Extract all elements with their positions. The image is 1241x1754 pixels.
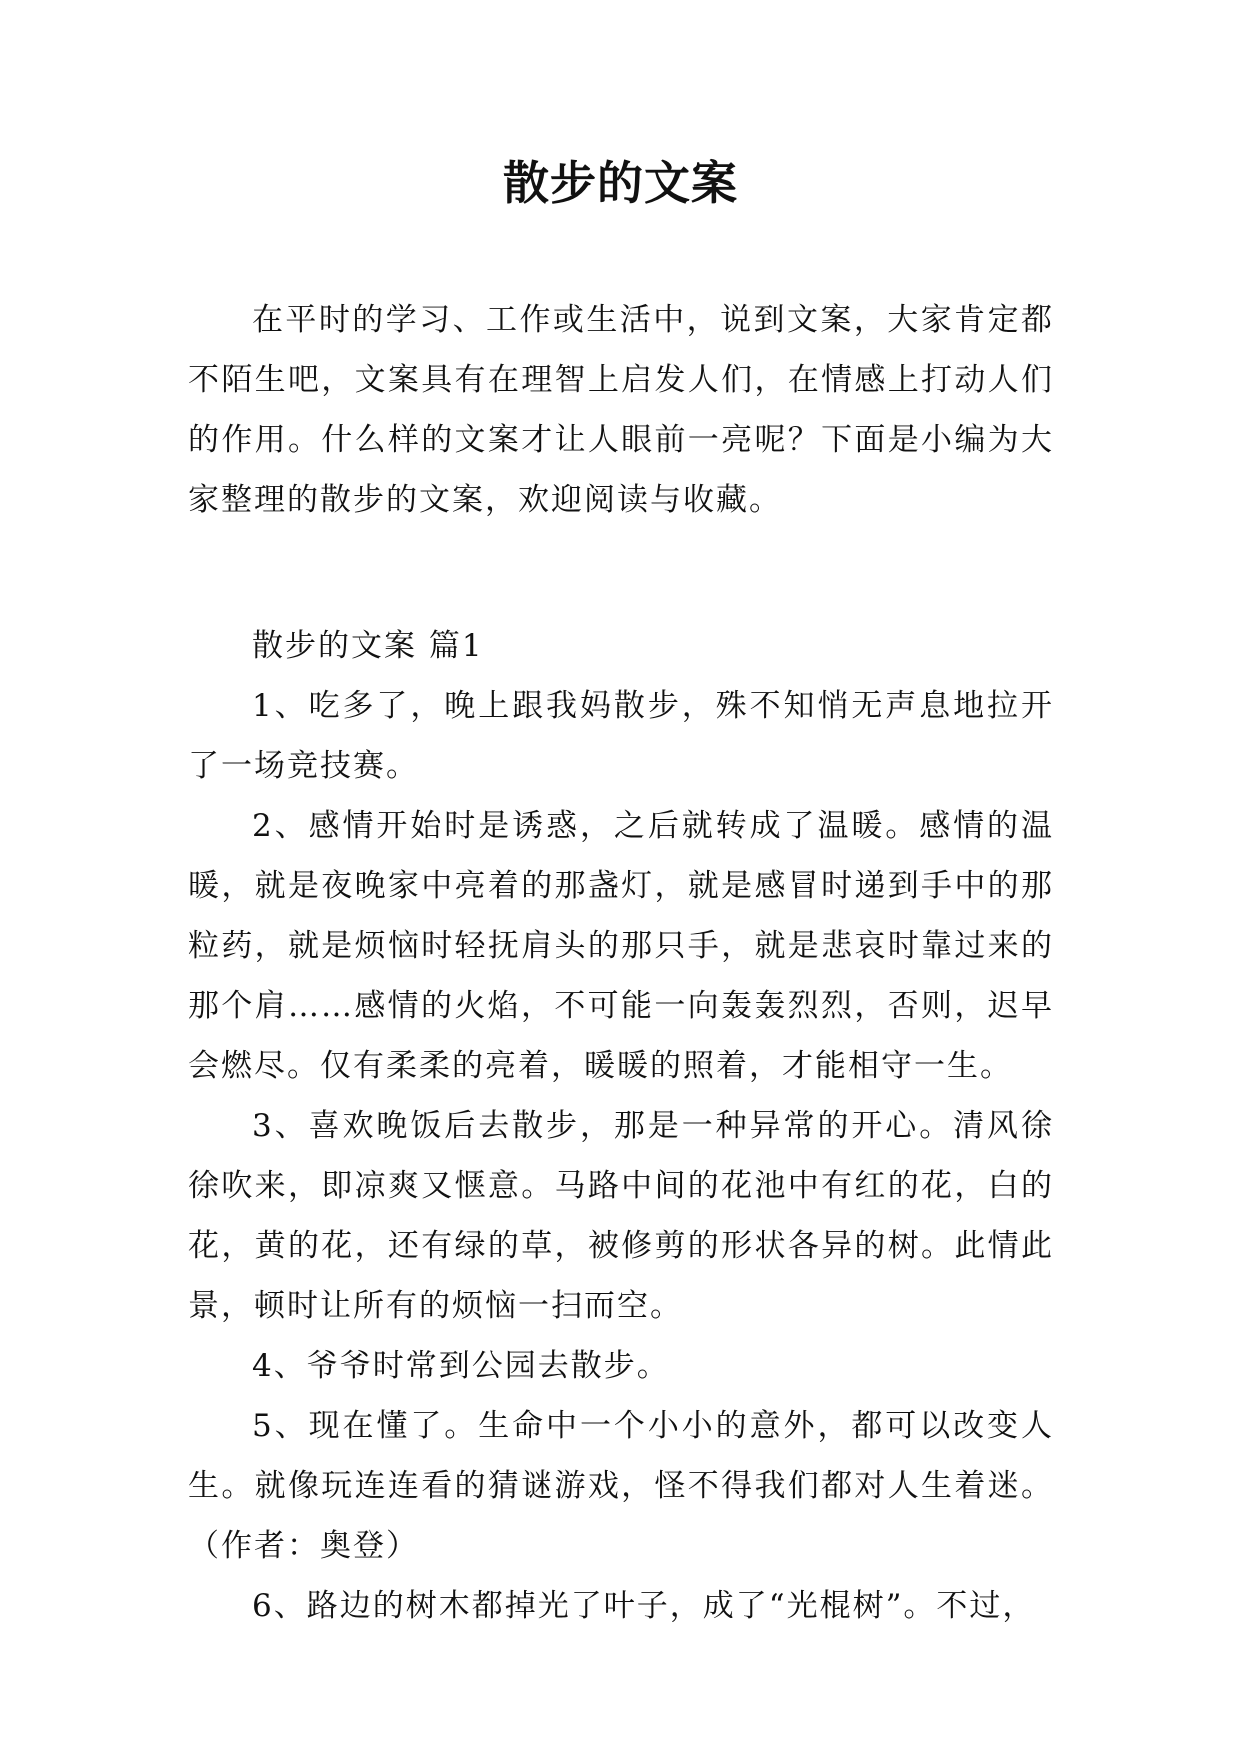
content-item: 2、感情开始时是诱惑，之后就转成了温暖。感情的温暖，就是夜晚家中亮着的那盏灯，就是感冒时递到手中的那粒药，就是烦恼时轻抚肩头的那只手，就是悲哀时靠过来的那个肩……感情的火焰，不可能一向轰轰烈烈，否则，迟早会燃尽。仅有柔柔的亮着，暖暖的照着，才能相守一生。 — [188, 808, 1054, 1084]
document-title: 散步的文案 — [503, 156, 738, 210]
content-item: 1、吃多了，晚上跟我妈散步，殊不知悄无声息地拉开了一场竞技赛。 — [188, 688, 1054, 784]
document-body — [188, 290, 1054, 1636]
content-item: 4、爷爷时常到公园去散步。 — [252, 1348, 670, 1384]
section-heading: 散步的文案 篇1 — [252, 628, 484, 664]
content-item: 6、路边的树木都掉光了叶子，成了“光棍树”。不过， — [252, 1588, 1036, 1624]
intro-paragraph: 在平时的学习、工作或生活中，说到文案，大家肯定都不陌生吧，文案具有在理智上启发人们，在情感上打动人们的作用。什么样的文案才让人眼前一亮呢？下面是小编为大家整理的散步的文案，欢迎阅读与收藏。 — [188, 302, 1054, 518]
content-item: 5、现在懂了。生命中一个小小的意外，都可以改变人生。就像玩连连看的猜谜游戏，怪不得我们都对人生着迷。（作者：奥登） — [188, 1408, 1054, 1564]
content-item: 3、喜欢晚饭后去散步，那是一种异常的开心。清风徐徐吹来，即凉爽又惬意。马路中间的花池中有红的花，白的花，黄的花，还有绿的草，被修剪的形状各异的树。此情此景，顿时让所有的烦恼一扫而空。 — [188, 1108, 1054, 1324]
